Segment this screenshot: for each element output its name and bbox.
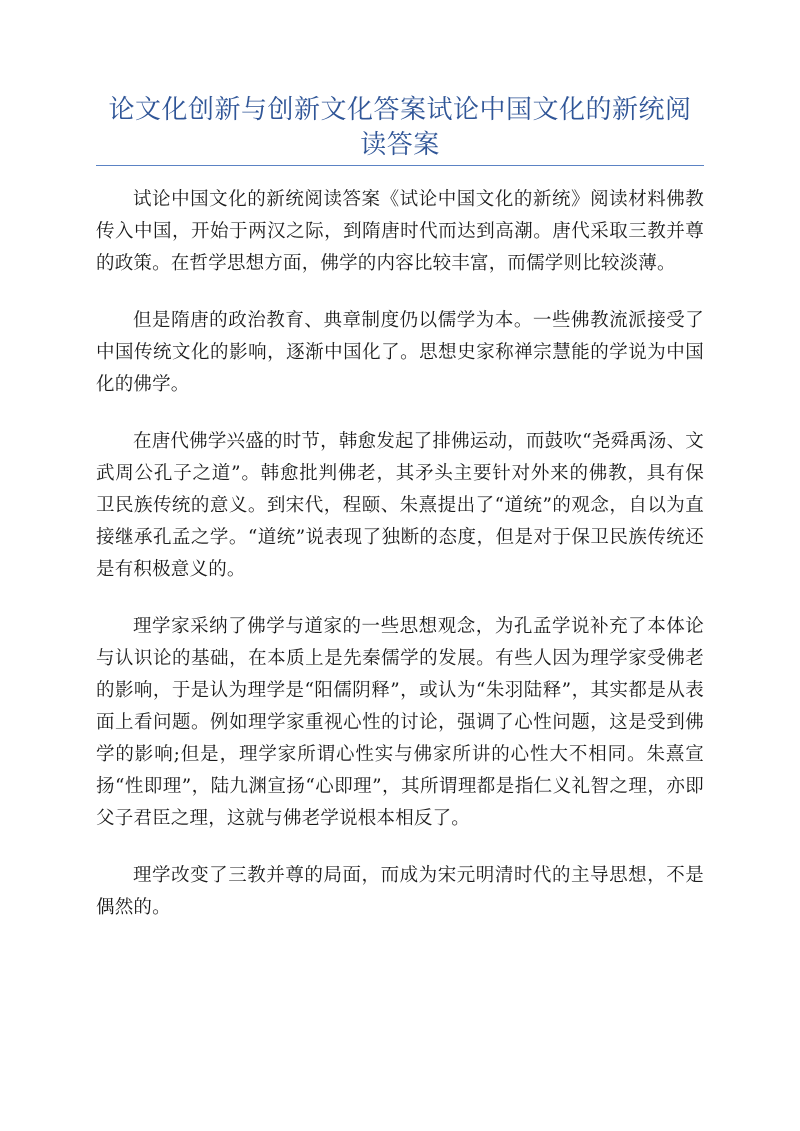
paragraph-1: 试论中国文化的新统阅读答案《试论中国文化的新统》阅读材料佛教传入中国，开始于两汉之际，到隋唐时代而达到高潮。唐代采取三教并尊的政策。在哲学思想方面，佛学的内容比较丰富，而儒学则比较淡薄。 xyxy=(96,189,704,274)
paragraph-3: 在唐代佛学兴盛的时节，韩愈发起了排佛运动，而鼓吹“尧舜禹汤、文武周公孔子之道”。韩愈批判佛老，其矛头主要针对外来的佛教，具有保卫民族传统的意义。到宋代，程颐、朱熹提出了“道统”的观念，自以为直接继承孔孟之学。“道统”说表现了独断的态度，但是对于保卫民族传统还是有积极意义的。 xyxy=(96,431,704,580)
paragraph-4: 理学家采纳了佛学与道家的一些思想观念，为孔孟学说补充了本体论与认识论的基础，在本质上是先秦儒学的发展。有些人因为理学家受佛老的影响，于是认为理学是“阳儒阴释”，或认为“朱羽陆释”，其实都是从表面上看问题。例如理学家重视心性的讨论，强调了心性问题，这是受到佛学的影响;但是，理学家所谓心性实与佛家所讲的心性大不相同。朱熹宣扬“性即理”，陆九渊宣扬“心即理”，其所谓理都是指仁义礼智之理，亦即父子君臣之理，这就与佛老学说根本相反了。 xyxy=(96,616,704,829)
paragraph-2: 但是隋唐的政治教育、典章制度仍以儒学为本。一些佛教流派接受了中国传统文化的影响，逐渐中国化了。思想史家称禅宗慧能的学说为中国化的佛学。 xyxy=(96,310,704,395)
title-underline xyxy=(96,165,704,166)
paragraph-5: 理学改变了三教并尊的局面，而成为宋元明清时代的主导思想，不是偶然的。 xyxy=(96,865,704,918)
document-body xyxy=(96,184,704,949)
document-title: 论文化创新与创新文化答案试论中国文化的新统阅读答案 xyxy=(108,95,692,160)
